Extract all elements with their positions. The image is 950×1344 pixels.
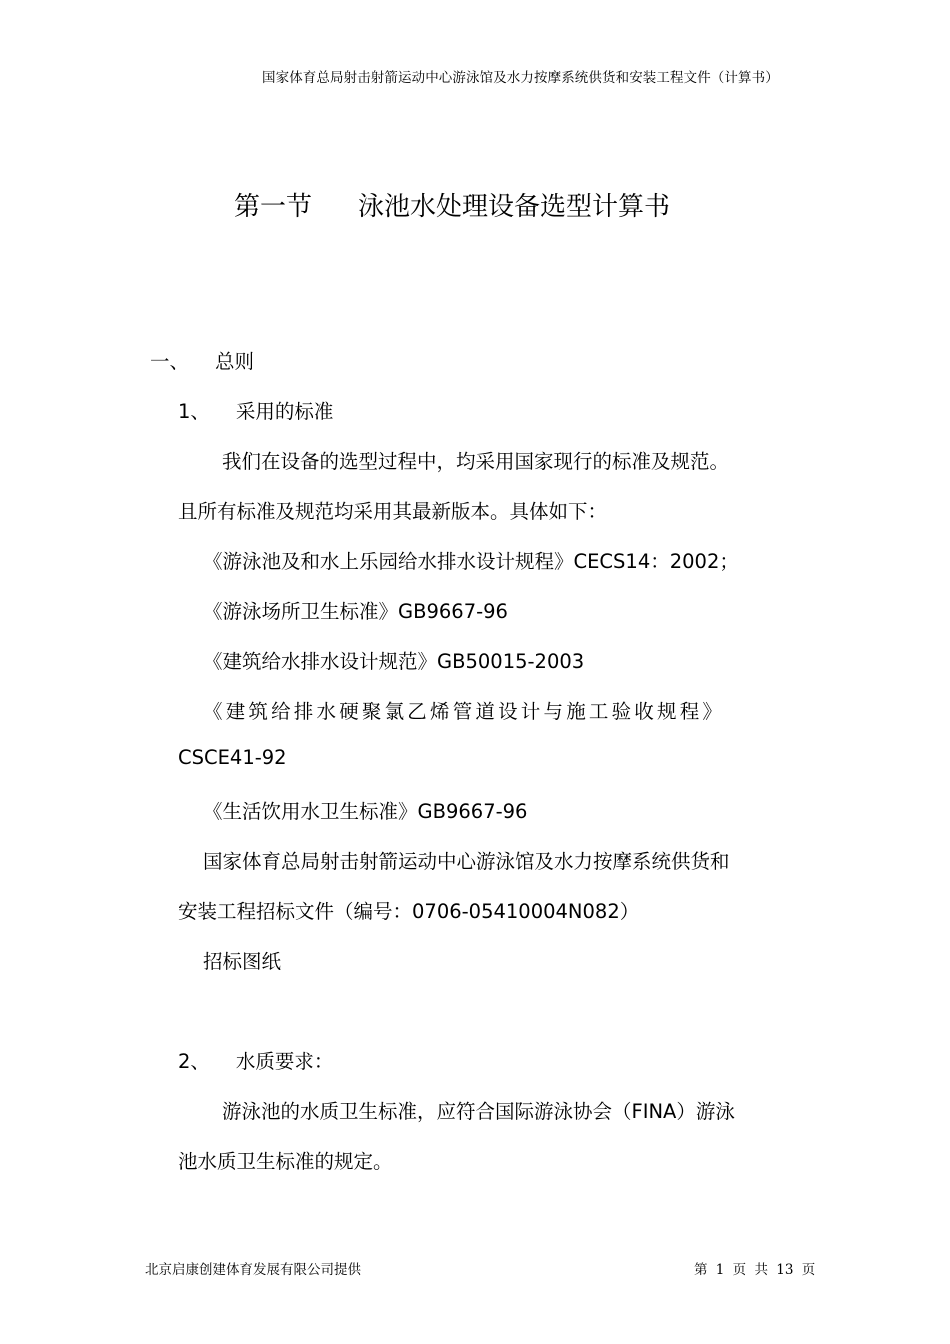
footer-provider: 北京启康创建体育发展有限公司提供 [145,1262,361,1278]
standard-item-cecs14: 《游泳池及和水上乐园给水排水设计规程》CECS14：2002； [203,550,739,573]
subsection-number: 1、 [178,400,210,423]
page-header: 国家体育总局射击射箭运动中心游泳馆及水力按摩系统供货和安装工程文件（计算书） [262,70,779,86]
standard-item-gb50015: 《建筑给水排水设计规范》GB50015-2003 [203,650,585,673]
standard-item-gb9667-swimming: 《游泳场所卫生标准》GB9667-96 [203,600,508,623]
page-title [234,186,670,223]
standards-intro-line-2: 且所有标准及规范均采用其最新版本。具体如下： [178,500,608,523]
tender-document-line-1: 国家体育总局射击射箭运动中心游泳馆及水力按摩系统供货和 [203,850,730,873]
tender-document-line-2: 安装工程招标文件（编号：0706-05410004N082） [178,900,640,923]
water-quality-text-line-2: 池水质卫生标准的规定。 [178,1150,393,1173]
standard-item-drinking-water: 《生活饮用水卫生标准》GB9667-96 [203,800,528,823]
section-heading-general [150,346,254,374]
footer-page-number: 第 1 页 共 13 页 [694,1262,816,1278]
standard-item-pvc-pipe-line-2: CSCE41-92 [178,746,287,769]
section-number: 一、 [150,350,190,373]
subsection-number: 2、 [178,1050,210,1073]
subsection-heading-water-quality [178,1046,333,1074]
subsection-label: 采用的标准 [235,400,334,423]
standards-intro-line-1: 我们在设备的选型过程中，均采用国家现行的标准及规范。 [222,450,730,473]
title-section-number: 第一节 [234,192,313,222]
subsection-label: 水质要求： [235,1050,334,1073]
subsection-heading-standards [178,396,333,424]
tender-drawings: 招标图纸 [203,950,282,973]
water-quality-text-line-1: 游泳池的水质卫生标准，应符合国际游泳协会（FINA）游泳 [222,1100,735,1123]
section-label: 总则 [215,350,255,373]
standard-item-pvc-pipe-line-1: 《建筑给排水硬聚氯乙烯管道设计与施工验收规程》 [203,700,726,723]
title-text: 泳池水处理设备选型计算书 [358,192,671,222]
